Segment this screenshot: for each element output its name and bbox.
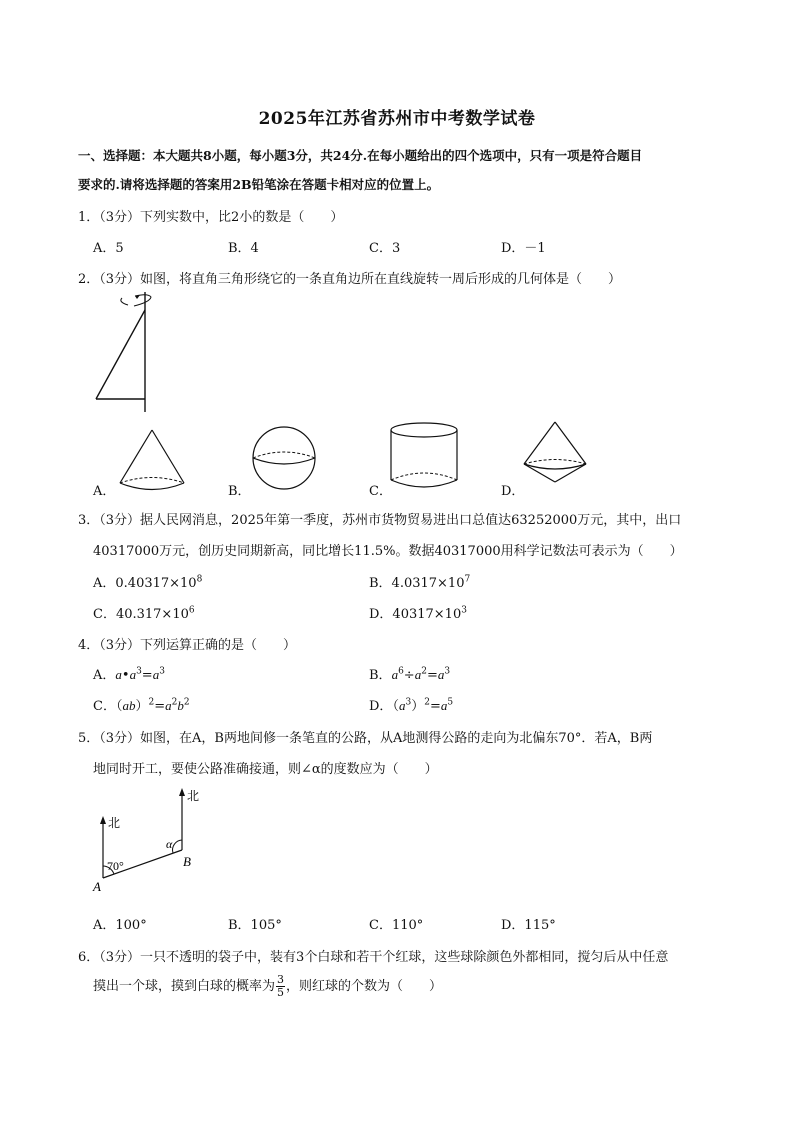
point-a-label: A <box>93 879 101 894</box>
q2-option-d: D． <box>501 484 525 499</box>
q3-option-a: A．$0.40317\times 10^8$ <box>93 574 203 591</box>
cone-icon <box>114 426 194 496</box>
north-label-a: 北 <box>108 816 121 830</box>
q5-option-b: B．105° <box>228 918 282 933</box>
q4-option-b: B．$a^6\div a^2=a^3$ <box>369 666 451 683</box>
question-5-line2: 地同时开工，要使公路准确接通，则∠α的度数应为（ ） <box>93 762 438 777</box>
angle-alpha-label: α <box>166 837 173 851</box>
point-b-label: B <box>183 854 191 869</box>
rotating-triangle-figure <box>88 292 168 417</box>
q3-option-c: C．$40.317\times 10^6$ <box>93 605 195 622</box>
sphere-icon <box>250 424 320 494</box>
q5-option-a: A．100° <box>93 918 147 933</box>
q2-option-a: A． <box>93 484 116 499</box>
question-6-line2: 摸出一个球，摸到白球的概率为 $\frac{3}{5}$ ，则红球的个数为（ ） <box>93 973 443 999</box>
q4-option-c: C．$(ab)^2=a^2b^2$ <box>93 697 190 714</box>
q5-option-d: D．115° <box>501 918 556 933</box>
q1-option-a: A．5 <box>93 241 124 256</box>
question-2-text: 2．（3分）如图，将直角三角形绕它的一条直角边所在直线旋转一周后形成的几何体是（ ） <box>78 272 622 287</box>
q1-option-b: B．4 <box>228 241 259 256</box>
q3-option-d: D．$40317\times 10^3$ <box>369 605 467 622</box>
q1-option-c: C．3 <box>369 241 401 256</box>
angle-70-label: 70° <box>107 859 124 873</box>
north-label-b: 北 <box>187 789 200 803</box>
q4-option-d: D．$(a^3)^2=a^5$ <box>369 697 454 714</box>
q1-option-d: D．－1 <box>501 241 546 256</box>
question-6-line1: 6．（3分）一只不透明的袋子中，装有3个白球和若干个红球，这些球除颜色外都相同，搅匀后从中任意 <box>78 950 669 965</box>
q3-option-b: B．$4.0317\times 10^7$ <box>369 574 471 591</box>
question-4-text: 4．（3分）下列运算正确的是（ ） <box>78 638 297 653</box>
page-title: 2025年江苏省苏州市中考数学试卷 <box>258 109 536 129</box>
q4-option-a: A．$a•a^3=a^3$ <box>93 666 165 683</box>
q5-option-c: C．110° <box>369 918 424 933</box>
question-3-line2: 40317000万元，创历史同期新高，同比增长11.5%。数据40317000用科学记数法可表示为（ ） <box>93 544 683 559</box>
q2-option-b: B． <box>228 484 251 499</box>
question-1-text: 1．（3分）下列实数中，比2小的数是（ ） <box>78 210 344 225</box>
question-5-line1: 5．（3分）如图，在A，B两地间修一条笔直的公路，从A地测得公路的走向为北偏东70°．若A，B两 <box>78 731 653 746</box>
section-instruction-line2: 要求的.请将选择题的答案用2B铅笔涂在答题卡相对应的位置上。 <box>78 177 440 192</box>
probability-fraction: $\frac{3}{5}$ <box>277 973 285 999</box>
cylinder-icon <box>388 420 462 496</box>
section-instruction-line1: 一、选择题：本大题共8小题，每小题3分，共24分.在每小题给出的四个选项中，只有一项是符合题目 <box>78 148 643 163</box>
q2-option-c: C． <box>369 484 392 499</box>
bearing-diagram <box>90 786 220 898</box>
double-cone-icon <box>520 420 590 492</box>
question-3-line1: 3．（3分）据人民网消息，2025年第一季度，苏州市货物贸易进出口总值达63252000万元，其中，出口 <box>78 513 682 528</box>
